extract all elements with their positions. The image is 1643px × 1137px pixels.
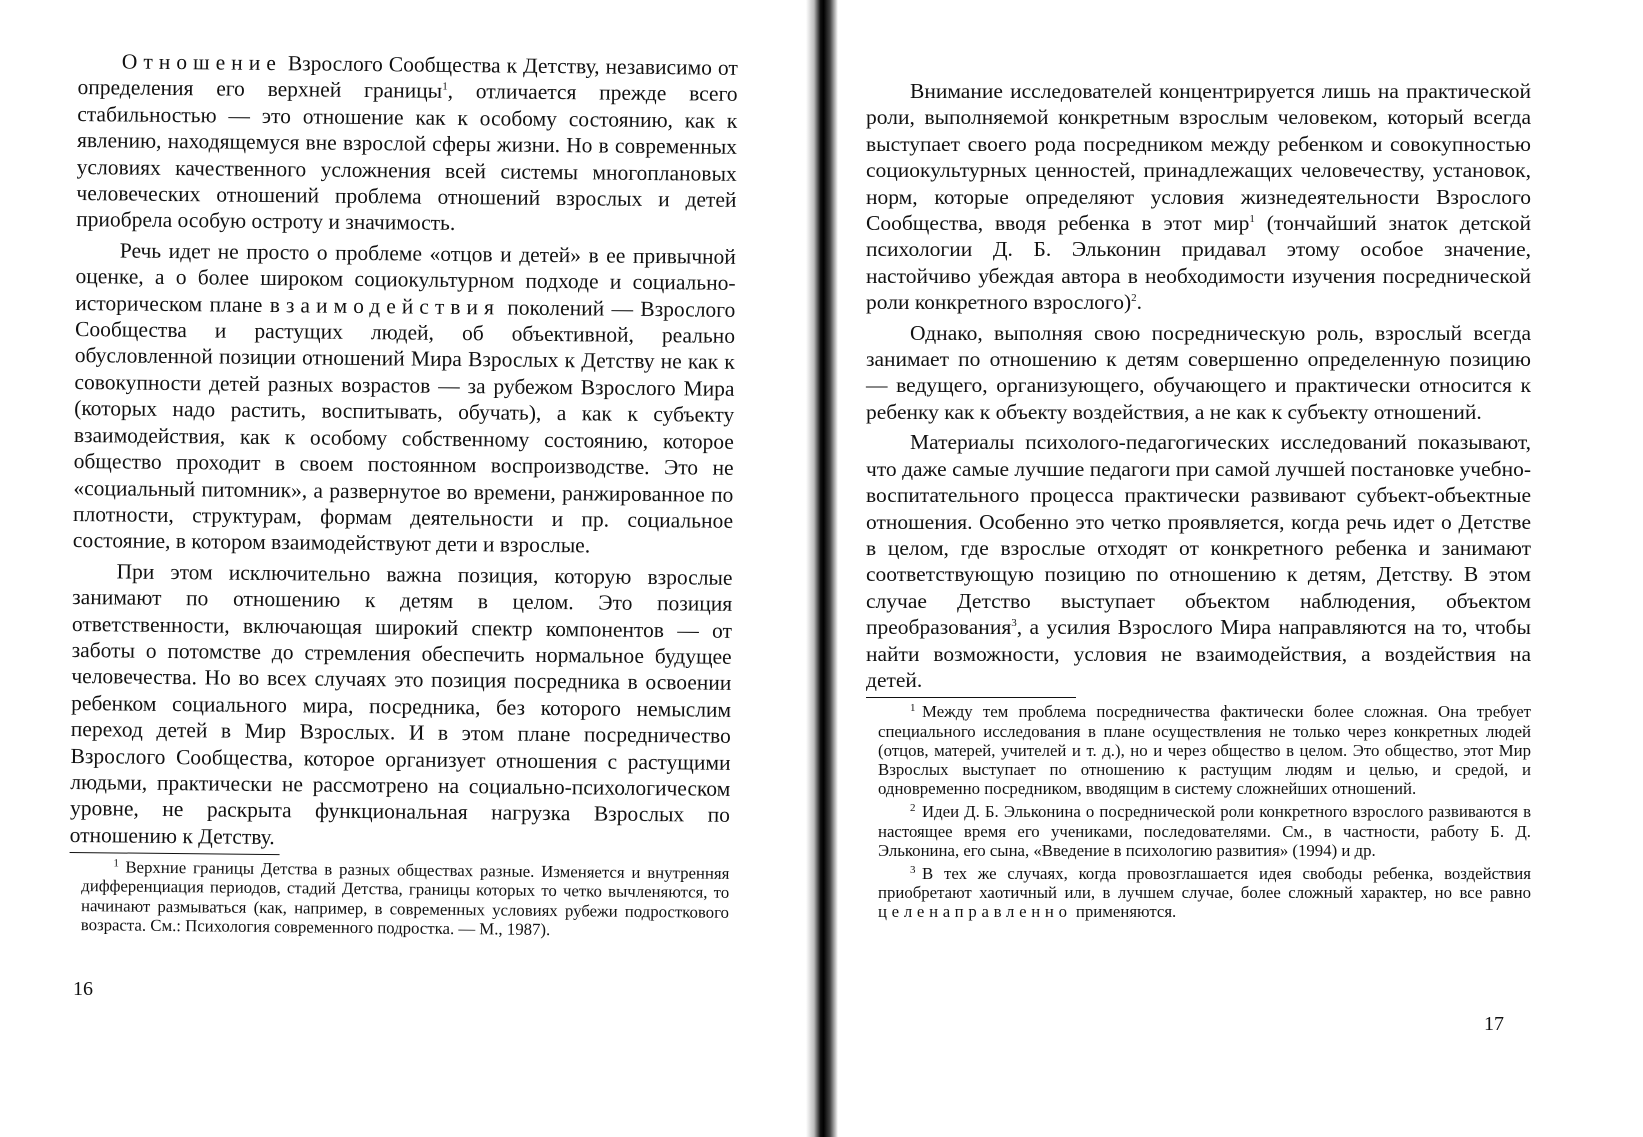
footnote-text: В тех же случаях, когда провозглашается идея свободы ребенка, воздействия приобретают хаотичный или, в лучшем случае, более сложный характер, но все равно [878,863,1531,903]
footnote-ref: 2 [1131,292,1137,305]
left-paragraph-2 [73,237,736,561]
right-paragraph-1 [866,78,1531,316]
paragraph-text: При этом исключительно важна позиция, которую взрослые занимают по отношению к детям в целом. Это позиция ответственности, включающая широкий спектр компонентов — от заботы о потомстве до стремления обеспечить нормальное будущее человечества. Но во всех случаях это позиция посредника в освоении ребенком социального мира, посредника, без которого немыслим переход детей в Мир Взрослых. И в этом плане посредничество Взрослого Сообщества, которое организует отношения с растущими людьми, практически не рассмотрено на социально-психологическом уровне, не раскрыта функциональная нагрузка Взрослых по отношению к Детству. [69,559,733,849]
spaced-word: Отношение [121,49,282,76]
paragraph-text: Однако, выполняя свою посредническую роль, взрослый всегда занимает по отношению к детям совершенно определенную позицию — ведущего, организующего, обучающего и практически относится к ребенку как к объекту воздействия, а не как к субъекту отношений. [866,320,1531,424]
paragraph-text: , отличается прежде всего стабильностью — это отношение как к особому состоянию, как к явлению, находящемуся вне взрослой сферы жизни. Но в современных условиях качественного усложнения всей системы многоплановых человеческих отношений проблема отношений взрослых и детей приобрела особую остроту и значимость. [76,79,738,236]
footnote [866,802,1531,860]
footnote-rule [866,697,1076,698]
footnote [866,864,1531,922]
spaced-word: целенаправленно [878,902,1072,922]
right-page [838,0,1643,1137]
paragraph-text: , а усилия Взрослого Мира направляются на то, чтобы найти возможности, условия не взаимодействия, а воздействия на детей. [866,615,1531,692]
paragraph-text: Речь идет не просто о проблеме «отцов и детей» в ее привычной оценке, а о более широком социокультурном подходе и социально-историческом плане [75,238,736,317]
footnote-ref: 1 [442,81,448,94]
spaced-word: взаимодействия [269,292,501,320]
paragraph-text: Внимание исследователей концентрируется лишь на практической роли, выполняемой конкретным взрослым человеком, который всегда выступает своего рода посредником между ребенком и совокупностью социокультурных ценностей, принадлежащих человечеству, установок, норм, которые определяют условия жизнедеятельности Взрослого Сообщества, вводя ребенка в этот мир [866,79,1531,236]
right-page-body [866,78,1531,926]
footnote-number: 3 [910,863,916,876]
footnote [69,857,730,941]
left-page [0,0,810,1137]
right-footnotes [866,702,1531,921]
left-paragraph-1 [76,48,738,240]
footnote [866,702,1531,798]
footnote-ref: 3 [1011,616,1017,629]
footnote-text: Верхние границы Детства в разных обществах разные. Изменяется и внутренняя дифференциация периодов, стадий Детства, границы которых то четко вычленяются, то начинают размываться (как, например, в современных условиях рубежи подросткового возраста. См.: Психология современного подростка. — М., 1987). [80,857,730,939]
page-number: 17 [1484,1013,1504,1035]
left-page-body [69,48,738,945]
paragraph-text: Взрослого Сообщества к Детству, независимо от определения его верхней границы [77,51,738,104]
left-footnotes [69,857,730,941]
right-paragraph-2 [866,320,1531,426]
right-paragraph-3 [866,429,1531,693]
footnote-number: 1 [113,857,120,870]
footnote-text: применяются. [1071,902,1177,922]
footnote-text: Идеи Д. Б. Эльконина о посреднической роли конкретного взрослого развиваются в настоящее время его учениками, последователями. См., в частности, работу Б. Д. Эльконина, его сына, «Введение в психологию развития» (1994) и др. [878,802,1531,860]
footnote-ref: 1 [1249,212,1255,225]
paragraph-text: (тончайший знаток детской психологии Д. Б. Эльконин придавал этому особое значение, настойчиво убеждая автора в необходимости изучения посреднической роли конкретного взрослого) [866,211,1531,315]
paragraph-text: Материалы психолого-педагогических исследований показывают, что даже самые лучшие педагоги при самой лучшей постановке учебно-воспитательного процесса практически развивают субъект-объектные отношения. Особенно это четко проявляется, когда речь идет о Детстве в целом, где взрослые отходят от конкретного ребенка и занимают соответствующую позицию по отношению к детям, Детству. В этом случае Детство выступает объектом наблюдения, объектом преобразования [866,430,1531,640]
left-paragraph-3 [70,558,733,855]
paragraph-text: . [1136,290,1143,315]
paragraph-text: поколений — Взрослого Сообщества и растущих людей, об объективной, реально обусловленной позиции отношений Мира Взрослых к Детству не как к совокупности детей разных возрастов — за рубежом Взрослого Мира (которых надо растить, воспитывать, обучать), а как к субъекту взаимодействия, как к особому собственному состоянию, которое общество проходит в своем постоянном воспроизводстве. Это не «социальный питомник», а развернутое во времени, ранжированное по плотности, структурам, формам деятельности и пр. социальное состояние, в котором взаимодействуют дети и взрослые. [72,295,736,558]
footnote-number: 1 [910,702,916,715]
book-gutter [806,0,838,1137]
page-number: 16 [73,978,93,1000]
footnote-text: Между тем проблема посредничества фактически более сложная. Она требует специального исследования в плане осуществления не только через конкретных людей (отцов, матерей, учителей и т. д.), но и через общество в целом. Это общество, этот Мир Взрослых выступает по отношению к растущим людям и целью, и средой, и одновременно посредником, вводящим в систему сложнейших отношений. [878,702,1531,799]
footnote-number: 2 [910,802,916,815]
